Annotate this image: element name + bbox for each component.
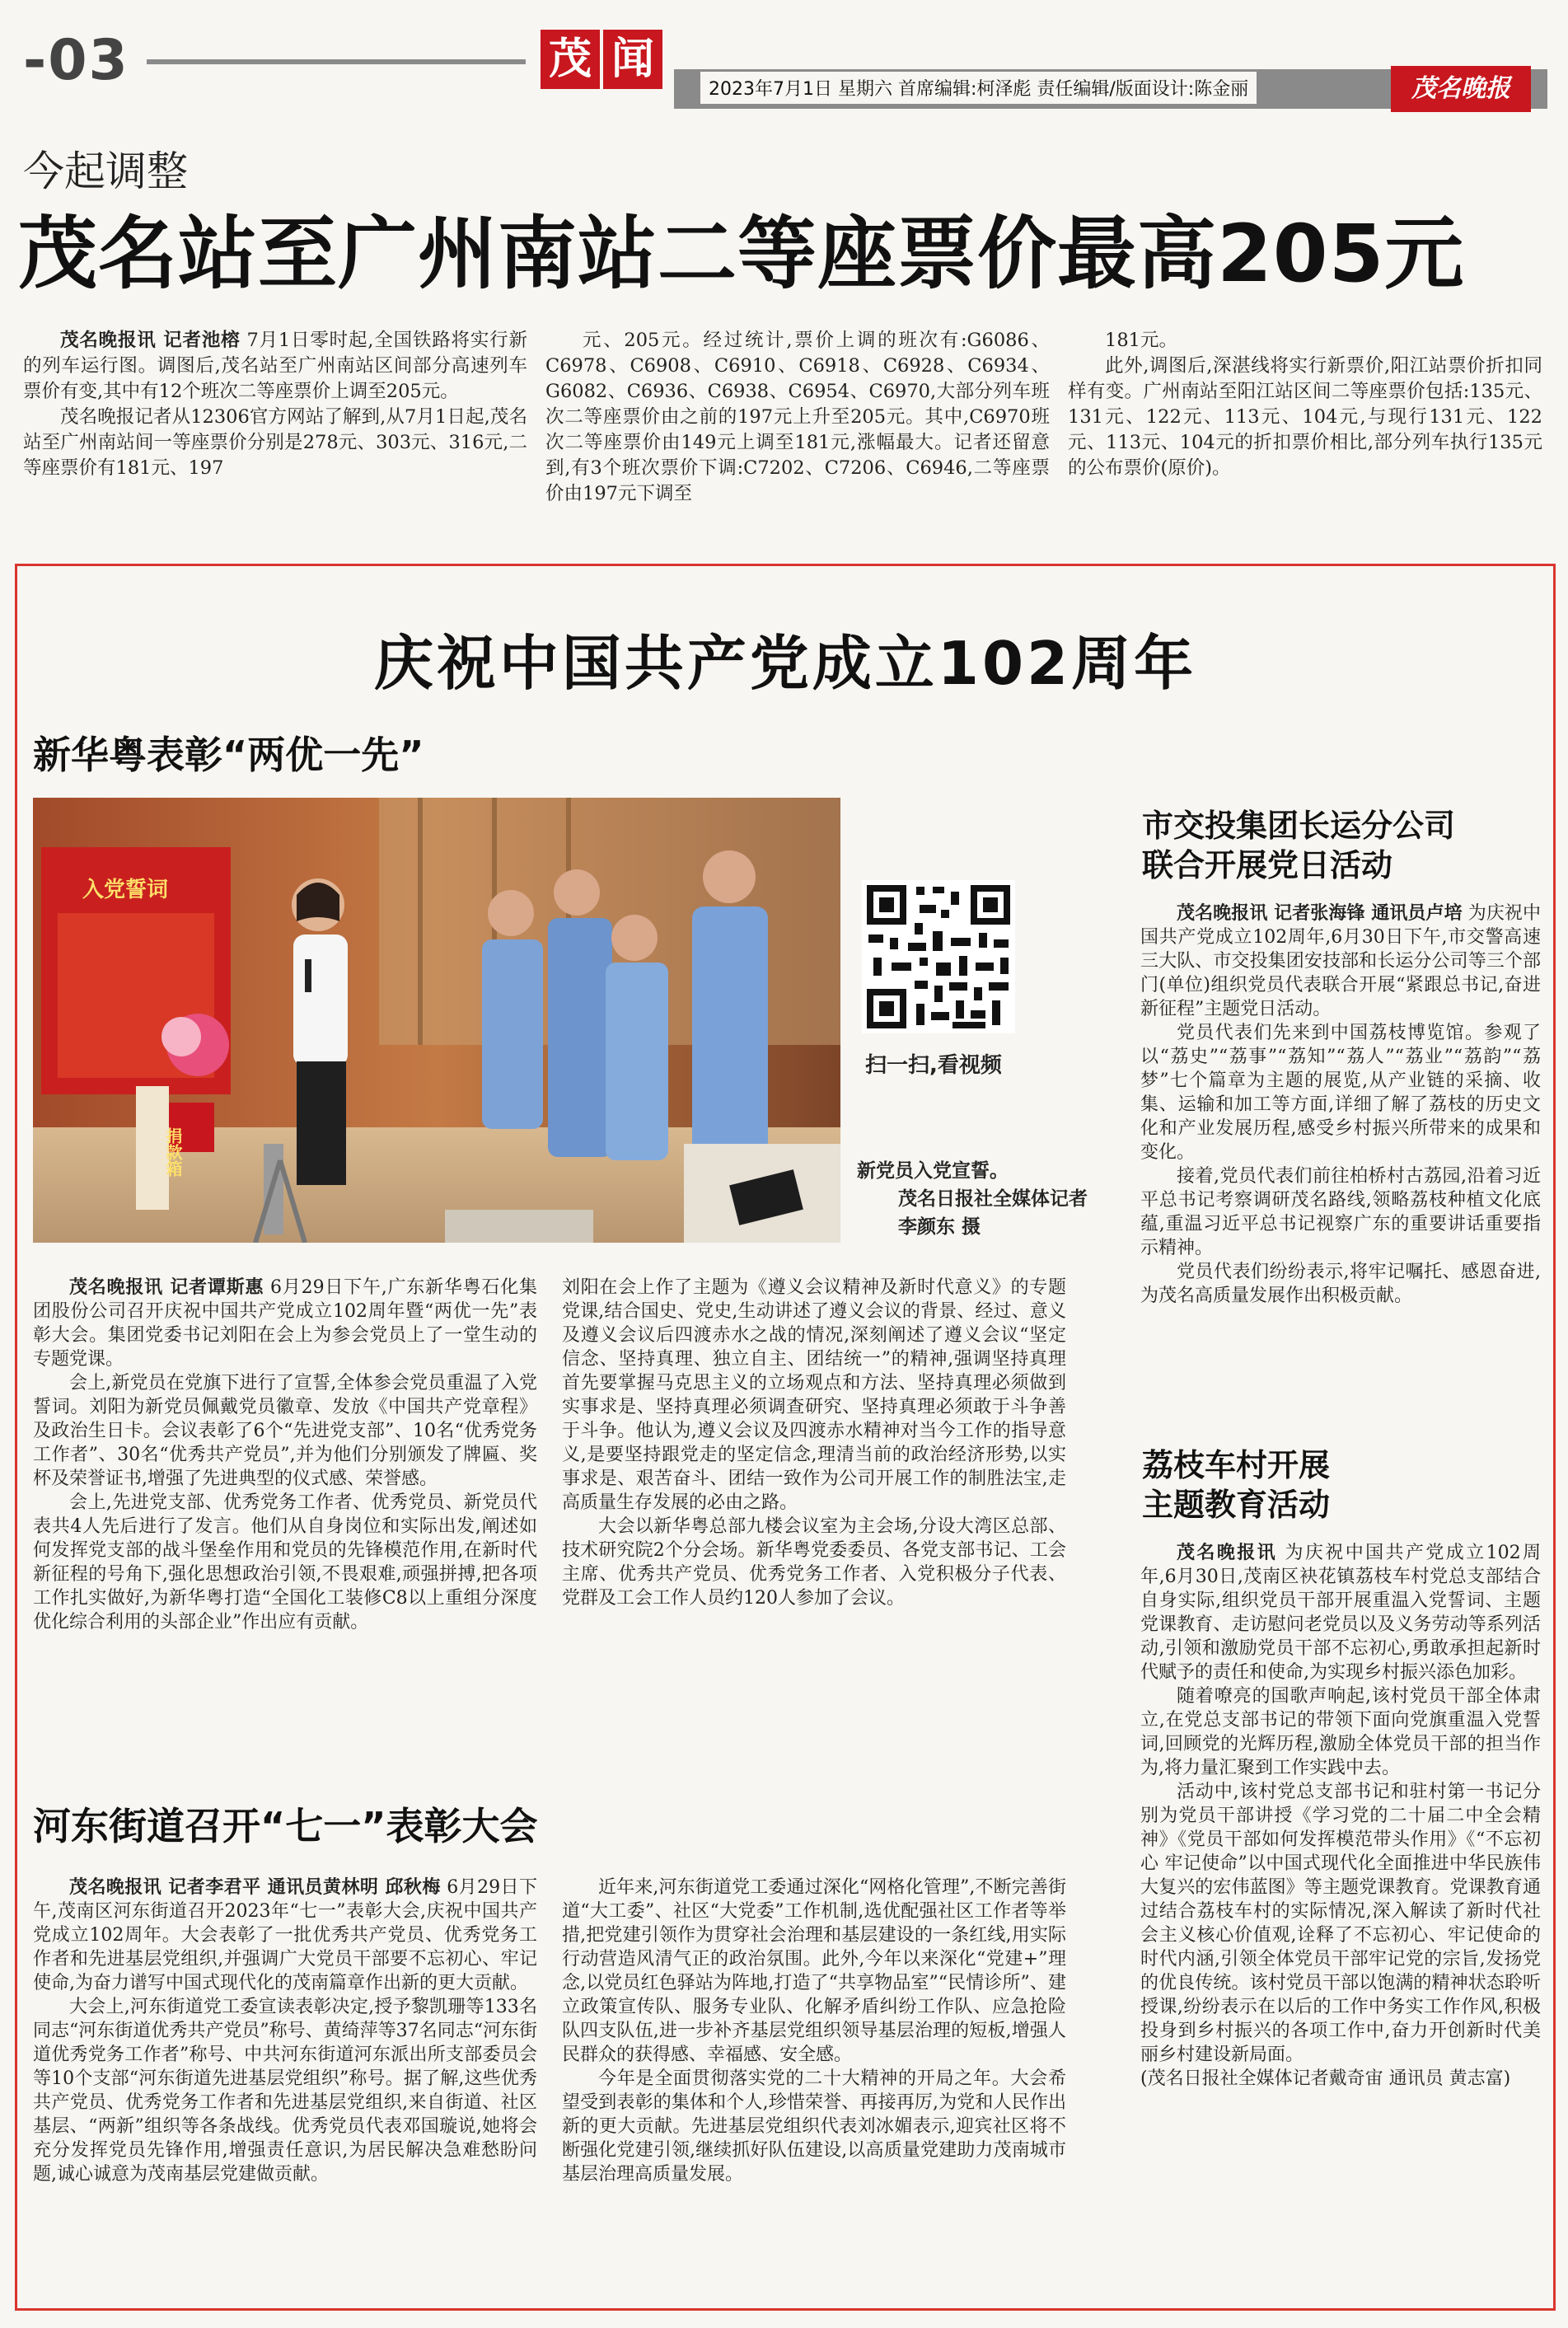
story4-column (1140, 1541, 1541, 2091)
byline: 茂名晚报讯 记者谭斯惠 (69, 1277, 264, 1298)
paragraph-text: 为庆祝中国共产党成立102周年,6月30日,茂南区袂花镇荔枝车村党总支部结合自身实际,组织党员干部开展重温入党誓词、主题党课教育、走访慰问老党员以及义务劳动等系列活动,引领和激励党员干部不忘初心,勇敢承担起新时代赋予的责任和使命,为实现乡村振兴添色加彩。 (1140, 1543, 1541, 1683)
story3-column-1 (33, 1876, 537, 2186)
paragraph-text: 元、205元。经过统计,票价上调的班次有:G6086、C6978、C6908、C6910、C6918、C6928、C6934、G6082、C6936、C6938、C6954、C6970,大部分列车班次二等座票价由之前的197元上升至205元。其中,C6970班次二等座票价由149元上调至181元,涨幅最大。记者还留意到,有3个班次票价下调:C7202、C7206、C6946,二等座票价由197元下调至 (545, 330, 1050, 504)
article-paragraph (1140, 1021, 1541, 1164)
byline: 茂名晚报讯 记者池榕 (60, 330, 241, 351)
article-paragraph (1140, 1684, 1541, 1780)
article-paragraph (1140, 902, 1541, 1021)
article-paragraph (1140, 1780, 1541, 2067)
paragraph-text: 近年来,河东街道党工委通过深化“网格化管理”,不断完善街道“大工委”、社区“大党委”工作机制,选优配强社区工作者等举措,把党建引领作为贯穿社会治理和基层建设的一条红线,用实际行动营造风清气正的政治氛围。此外,今年以来深化“党建+”理念,以党员红色驿站为阵地,打造了“共享物品室”“民情诊所”、建立政策宣传队、服务专业队、化解矛盾纠纷工作队、应急抢险队四支队伍,进一步补齐基层党组织领导基层治理的短板,增强人民群众的获得感、幸福感、安全感。 (562, 1877, 1066, 2065)
article-paragraph (562, 1876, 1066, 2067)
paragraph-text: 7月1日零时起,全国铁路将实行新的列车运行图。调图后,茂名站至广州南站区间部分高速列车票价有变,其中有12个班次二等座票价上调至205元。 (23, 330, 527, 402)
article-paragraph (562, 2067, 1066, 2186)
article-paragraph (562, 1515, 1066, 1610)
paragraph-text: (茂名日报社全媒体记者戴奇宙 通讯员 黄志富) (1140, 2068, 1511, 2089)
qr-code-icon (862, 880, 1015, 1033)
article-paragraph (33, 1276, 537, 1371)
paragraph-text: 会上,新党员在党旗下进行了宣誓,全体参会党员重温了入党誓词。刘阳为新党员佩戴党员徽章、发放《中国共产党章程》及政治生日卡。会议表彰了6个“先进党支部”、10名“优秀党务工作者”、30名“优秀共产党员”,并为他们分别颁发了牌匾、奖杯及荣誉证书,增强了先进典型的仪式感、荣誉感。 (33, 1373, 537, 1489)
story2-title-line-1: 市交投集团长运分公司 (1142, 808, 1456, 844)
article-paragraph (23, 328, 527, 405)
paragraph-text: 茂名晚报记者从12306官方网站了解到,从7月1日起,茂名站至广州南站间一等座票价分别是278元、303元、316元,二等座票价有181元、197 (23, 406, 527, 479)
story4-title-line-1: 荔枝车村开展 (1142, 1447, 1331, 1483)
article-paragraph (23, 405, 527, 481)
page-header (23, 20, 1547, 110)
section-badge (541, 26, 664, 96)
qr-caption: 扫一扫,看视频 (865, 1053, 1002, 1078)
paragraph-text: 181元。 (1105, 330, 1177, 351)
article-paragraph (33, 1491, 537, 1634)
article-paragraph (545, 328, 1050, 507)
article-paragraph (33, 1876, 537, 1995)
byline: 茂名晚报讯 记者张海锋 通讯员卢培 (1177, 903, 1463, 924)
issue-info: 2023年7月1日 星期六 首席编辑:柯泽彪 责任编辑/版面设计:陈金丽 (700, 72, 1257, 104)
header-rule (147, 59, 526, 64)
page-number: -03 (23, 28, 129, 93)
story4-title (1142, 1445, 1330, 1525)
article-paragraph (1140, 1164, 1541, 1260)
paragraph-text: 为庆祝中国共产党成立102周年,6月30日下午,市交警高速三大队、市交投集团安技部和长运分公司等三个部门(单位)组织党员代表联合开展“紧跟总书记,奋进新征程”主题党日活动。 (1140, 903, 1541, 1019)
story3-title: 河东街道召开“七一”表彰大会 (33, 1804, 538, 1848)
article-paragraph (1140, 2067, 1541, 2091)
article-paragraph (1068, 354, 1542, 481)
paragraph-text: 6月29日下午,广东新华粤石化集团股份公司召开庆祝中国共产党成立102周年暨“两优一先”表彰大会。集团党委书记刘阳在会上为参会党员上了一堂生动的专题党课。 (33, 1277, 537, 1370)
lead-kicker: 今起调整 (23, 148, 188, 195)
article-paragraph (562, 1276, 1066, 1515)
section-char-2: 闻 (603, 30, 662, 89)
paragraph-text: 大会以新华粤总部九楼会议室为主会场,分设大湾区总部、技术研究院2个分会场。新华粤党委委员、各党支部书记、工会主席、优秀共产党员、优秀党务工作者、入党积极分子代表、党群及工会工作人员约120人参加了会议。 (562, 1516, 1066, 1609)
paragraph-text: 会上,先进党支部、优秀党务工作者、优秀党员、新党员代表共4人先后进行了发言。他们从自身岗位和实际出发,阐述如何发挥党支部的战斗堡垒作用和党员的先锋模范作用,在新时代新征程的号角下,强化思想政治引领,不畏艰难,顽强拼搏,把各项工作扎实做好,为新华粤打造“全国化工装修C8以上重组分深度优化综合利用的头部企业”作出应有贡献。 (33, 1492, 537, 1632)
lead-column-1 (23, 328, 527, 481)
paragraph-text: 活动中,该村党总支部书记和驻村第一书记分别为党员干部讲授《学习党的二十届二中全会精神》《党员干部如何发挥模范带头作用》《“不忘初心 牢记使命”以中国式现代化全面推进中华民族伟大复兴的宏伟蓝图》等主题党课教育。党课教育通过结合荔枝车村的实际情况,深入解读了新时代社会主义核心价值观,诠释了不忘初心、牢记使命的时代内涵,引领全体党员干部牢记党的宗旨,发扬党的优良传统。该村党员干部以饱满的精神状态聆听授课,纷纷表示在以后的工作中务实工作作风,积极投身到乡村振兴的各项工作中,奋力开创新时代美丽乡村建设新局面。 (1140, 1782, 1541, 2065)
photo-wall-text: 入党誓词 (82, 878, 169, 902)
lead-column-3 (1068, 328, 1542, 481)
feature-banner: 庆祝中国共产党成立102周年 (373, 629, 1197, 698)
oath-photo (33, 798, 840, 1243)
oath-photo-image (33, 798, 840, 1243)
photo-box-text: 捐款箱 (163, 1127, 183, 1177)
paragraph-text: 接着,党员代表们前往柏桥村古荔园,沿着习近平总书记考察调研茂名路线,领略荔枝种植文化底蕴,重温习近平总书记视察广东的重要讲话重要指示精神。 (1140, 1166, 1541, 1258)
paragraph-text: 刘阳在会上作了主题为《遵义会议精神及新时代意义》的专题党课,结合国史、党史,生动讲述了遵义会议的背景、经过、意义及遵义会议后四渡赤水之战的情况,深刻阐述了遵义会议“坚定信念、坚持真理、独立自主、团结统一”的精神,强调坚持真理首先要掌握马克思主义的立场观点和方法、坚持真理必须做到实事求是、坚持真理必须调查研究、坚持真理必须敢于斗争善于斗争。他认为,遵义会议及四渡赤水精神对当今工作的指导意义,是要坚持跟党走的坚定信念,理清当前的政治经济形势,以实事求是、艰苦奋斗、团结一致作为公司开展工作的制胜法宝,走高质量生存发展的必由之路。 (562, 1277, 1066, 1513)
photo-caption-line: 新党员入党宣誓。 (857, 1160, 1009, 1182)
byline: 茂名晚报讯 记者李君平 通讯员黄林明 邱秋梅 (69, 1877, 441, 1898)
newspaper-logo: 茂名晚报 (1391, 66, 1531, 112)
photo-credit: 茂名日报社全媒体记者李颜东 摄 (898, 1188, 1088, 1238)
paragraph-text: 大会上,河东街道党工委宣读表彰决定,授予黎凯珊等133名同志“河东街道优秀共产党员”称号、黄绮萍等37名同志“河东街道优秀党务工作者”称号、中共河东街道河东派出所支部委员会等10个支部“河东街道先进基层党组织”称号。据了解,这些优秀共产党员、优秀党务工作者和先进基层党组织,来自街道、社区基层、“两新”组织等各条战线。优秀党员代表邓国璇说,她将会充分发挥党员先锋作用,增强责任意识,为居民解决急难愁盼问题,诚心诚意为茂南基层党建做贡献。 (33, 1997, 537, 2185)
paragraph-text: 党员代表们先来到中国荔枝博览馆。参观了以“荔史”“荔事”“荔知”“荔人”“荔业”“荔韵”“荔梦”七个篇章为主题的展览,从产业链的采摘、收集、运输和加工等方面,详细了解了荔枝的历史文化和产业发展历程,感受乡村振兴所带来的成果和变化。 (1140, 1023, 1541, 1163)
lead-headline: 茂名站至广州南站二等座票价最高205元 (18, 208, 1465, 300)
lead-column-2 (545, 328, 1050, 507)
article-paragraph (33, 1995, 537, 2186)
video-qr-code[interactable] (862, 880, 1015, 1033)
paragraph-text: 此外,调图后,深湛线将实行新票价,阳江站票价折扣同样有变。广州南站至阳江站区间二等座票价包括:135元、131元、122元、113元、104元,与现行131元、122元、113元、104元的折扣票价相比,部分列车执行135元的公布票价(原价)。 (1068, 355, 1542, 479)
article-paragraph (33, 1371, 537, 1491)
story3-column-2 (562, 1876, 1066, 2186)
story2-column (1140, 902, 1541, 1308)
story1-title: 新华粤表彰“两优一先” (33, 733, 424, 777)
section-char-1: 茂 (541, 30, 600, 89)
paragraph-text: 随着嘹亮的国歌声响起,该村党员干部全体肃立,在党总支部书记的带领下面向党旗重温入党誓词,回顾党的光辉历程,激励全体党员干部的担当作为,将力量汇聚到工作实践中去。 (1140, 1686, 1541, 1778)
paragraph-text: 今年是全面贯彻落实党的二十大精神的开局之年。大会希望受到表彰的集体和个人,珍惜荣誉、再接再厉,为党和人民作出新的更大贡献。先进基层党组织代表刘冰媚表示,迎宾社区将不断强化党建引领,继续抓好队伍建设,以高质量党建助力茂南城市基层治理高质量发展。 (562, 2068, 1066, 2185)
photo-caption (857, 1157, 1104, 1241)
article-paragraph (1140, 1541, 1541, 1684)
paragraph-text: 6月29日下午,茂南区河东街道召开2023年“七一”表彰大会,庆祝中国共产党成立102周年。大会表彰了一批优秀共产党员、优秀党务工作者和先进基层党组织,并强调广大党员干部要不忘初心、牢记使命,为奋力谱写中国式现代化的茂南篇章作出新的更大贡献。 (33, 1877, 537, 1993)
story2-title-line-2: 联合开展党日活动 (1142, 847, 1393, 883)
story1-column-1 (33, 1276, 537, 1634)
story1-column-2 (562, 1276, 1066, 1610)
article-paragraph (1140, 1260, 1541, 1308)
story4-title-line-2: 主题教育活动 (1142, 1487, 1331, 1523)
story2-title (1142, 806, 1455, 885)
paragraph-text: 党员代表们纷纷表示,将牢记嘱托、感恩奋进,为茂名高质量发展作出积极贡献。 (1140, 1262, 1541, 1306)
byline: 茂名晚报讯 (1177, 1543, 1278, 1563)
article-paragraph (1068, 328, 1542, 354)
